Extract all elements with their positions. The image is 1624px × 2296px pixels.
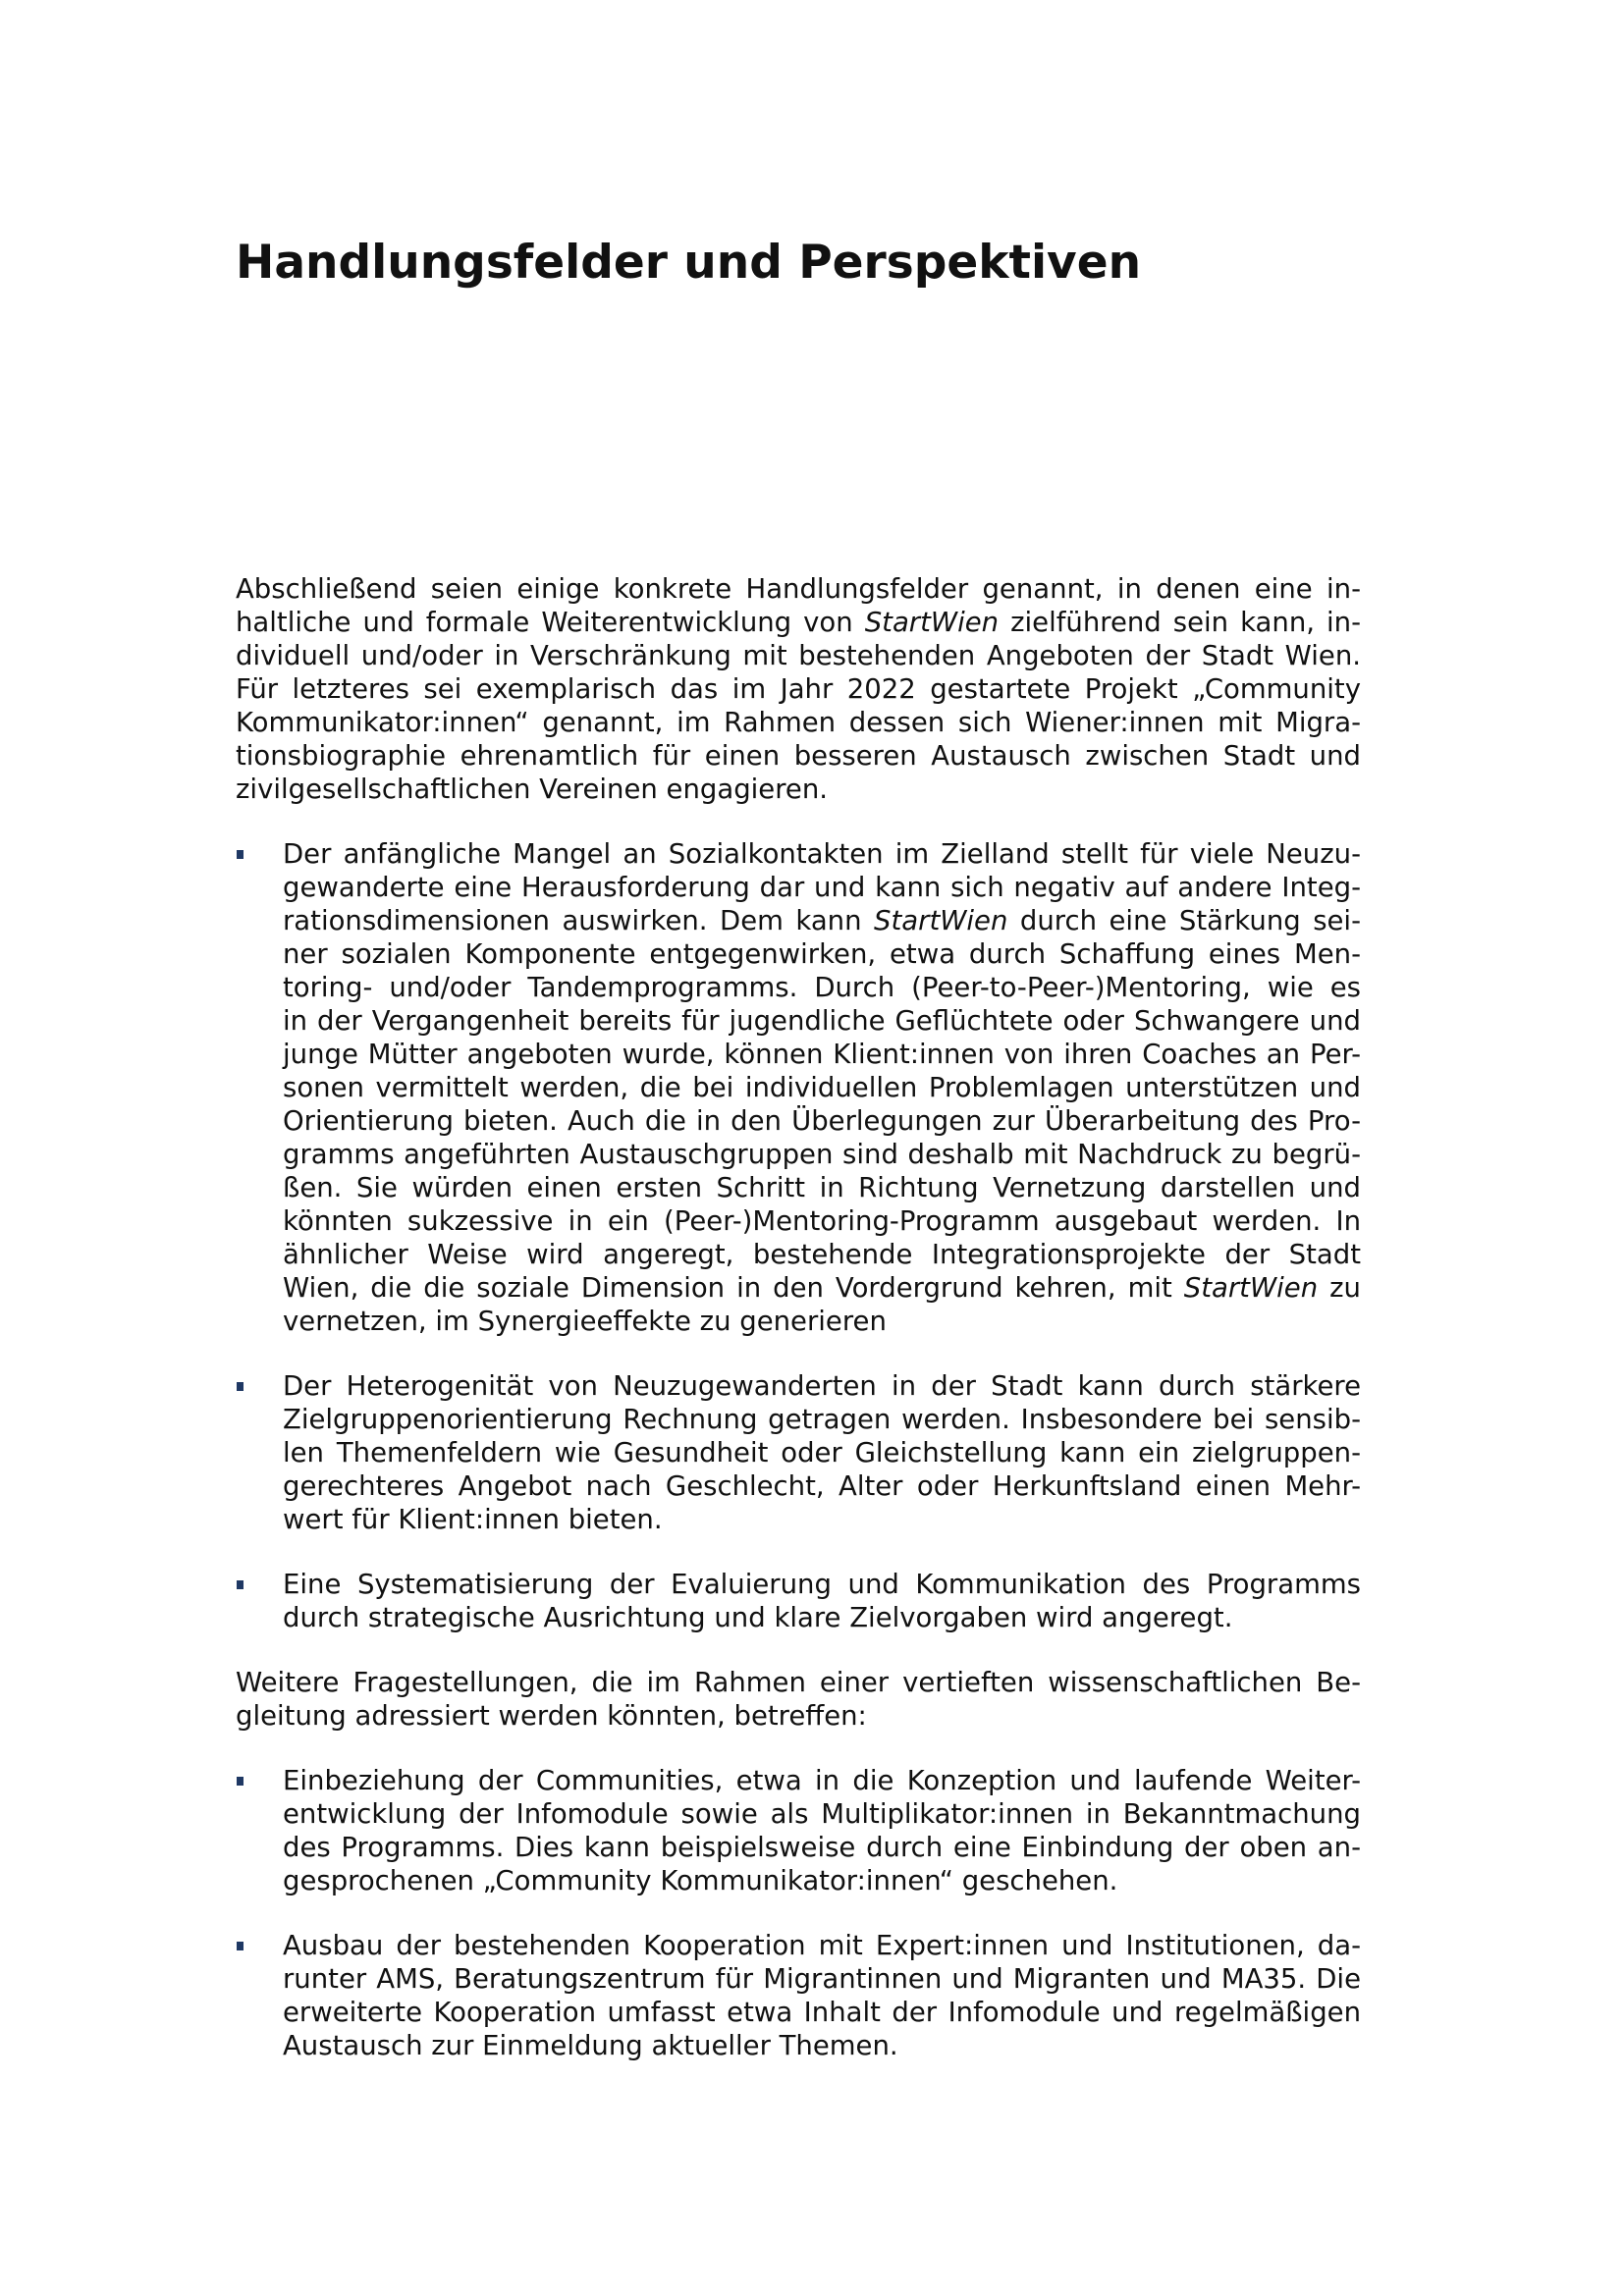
text-line: Eine Systematisierung der Evaluierung und Kommunikation des Programms	[283, 1569, 1361, 1600]
bullet-item	[236, 1929, 1361, 2062]
text-line: Abschließend seien einige konkrete Handlungsfelder genannt, in denen eine in-	[236, 573, 1361, 605]
text-line: gerechteres Angebot nach Geschlecht, Alter oder Herkunftsland einen Mehr-	[283, 1470, 1361, 1502]
paragraph	[236, 1666, 1361, 1733]
bullet-square-icon	[237, 1382, 244, 1391]
text-line: Zielgruppenorientierung Rechnung getragen werden. Insbesondere bei sensib-	[283, 1404, 1361, 1435]
bullet-item	[236, 1764, 1361, 1897]
text-line: len Themenfeldern wie Gesundheit oder Gleichstellung kann ein zielgruppen-	[283, 1437, 1361, 1468]
text-line: toring- und/oder Tandemprogramms. Durch (Peer-to-Peer-)Mentoring, wie es	[283, 972, 1361, 1003]
text-line: Der Heterogenität von Neuzugewanderten in der Stadt kann durch stärkere	[283, 1370, 1361, 1402]
text-line: dividuell und/oder in Verschränkung mit bestehenden Angeboten der Stadt Wien.	[236, 640, 1361, 671]
text-line: gramms angeführten Austauschgruppen sind deshalb mit Nachdruck zu begrü-	[283, 1139, 1361, 1170]
text-line: ßen. Sie würden einen ersten Schritt in Richtung Vernetzung darstellen und	[283, 1172, 1361, 1203]
page-title: Handlungsfelder und Perspektiven	[236, 236, 1142, 290]
bullet-square-icon	[237, 1942, 244, 1950]
document-body	[236, 572, 1361, 2094]
text-line: Orientierung bieten. Auch die in den Überlegungen zur Überarbeitung des Pro-	[283, 1105, 1361, 1137]
text-line: Weitere Fragestellungen, die im Rahmen einer vertieften wissenschaftlichen Be-	[236, 1667, 1361, 1698]
text-line: wert für Klient:innen bieten.	[283, 1504, 663, 1535]
text-line: ner sozialen Komponente entgegenwirken, etwa durch Schaffung eines Men-	[283, 938, 1361, 970]
text-line: in der Vergangenheit bereits für jugendliche Geflüchtete oder Schwangere und	[283, 1005, 1361, 1037]
bullet-square-icon	[237, 1777, 244, 1786]
bullet-square-icon	[237, 850, 244, 859]
text-line: Kommunikator:innen“ genannt, im Rahmen dessen sich Wiener:innen mit Migra-	[236, 707, 1361, 738]
text-line: erweiterte Kooperation umfasst etwa Inhalt der Infomodule und regelmäßigen	[283, 1997, 1361, 2028]
text-line: sonen vermittelt werden, die bei individuellen Problemlagen unterstützen und	[283, 1072, 1361, 1103]
text-line: Der anfängliche Mangel an Sozialkontakten im Zielland stellt für viele Neuzu-	[283, 838, 1361, 870]
text-line: tionsbiographie ehrenamtlich für einen besseren Austausch zwischen Stadt und	[236, 740, 1361, 772]
text-line: entwicklung der Infomodule sowie als Multiplikator:innen in Bekanntmachung	[283, 1798, 1361, 1830]
text-line: könnten sukzessive in ein (Peer-)Mentoring-Programm ausgebaut werden. In	[283, 1205, 1361, 1237]
text-line: ähnlicher Weise wird angeregt, bestehende Integrationsprojekte der Stadt	[283, 1239, 1361, 1270]
text-line: gesprochenen „Community Kommunikator:innen“ geschehen.	[283, 1865, 1118, 1896]
bullet-item	[236, 1369, 1361, 1536]
text-line: gewanderte eine Herausforderung dar und kann sich negativ auf andere Integ-	[283, 872, 1361, 903]
text-line: gleitung adressiert werden könnten, betreffen:	[236, 1700, 867, 1732]
bullet-item	[236, 837, 1361, 1338]
text-line: junge Mütter angeboten wurde, können Klient:innen von ihren Coaches an Per-	[283, 1039, 1361, 1070]
text-line: vernetzen, im Synergieeffekte zu generieren	[283, 1306, 887, 1337]
text-line: des Programms. Dies kann beispielsweise durch eine Einbindung der oben an-	[283, 1832, 1361, 1863]
text-line: Wien, die die soziale Dimension in den Vordergrund kehren, mit StartWien zu	[283, 1272, 1361, 1304]
paragraph	[236, 572, 1361, 806]
text-line: haltliche und formale Weiterentwicklung von StartWien zielführend sein kann, in-	[236, 607, 1361, 638]
text-line: rationsdimensionen auswirken. Dem kann StartWien durch eine Stärkung sei-	[283, 905, 1361, 936]
text-line: Einbeziehung der Communities, etwa in die Konzeption und laufende Weiter-	[283, 1765, 1361, 1796]
text-line: Austausch zur Einmeldung aktueller Themen.	[283, 2030, 898, 2061]
text-line: zivilgesellschaftlichen Vereinen engagieren.	[236, 774, 828, 805]
bullet-square-icon	[237, 1580, 244, 1589]
text-line: runter AMS, Beratungszentrum für Migrantinnen und Migranten und MA35. Die	[283, 1963, 1361, 1995]
text-line: Ausbau der bestehenden Kooperation mit Expert:innen und Institutionen, da-	[283, 1930, 1361, 1961]
text-line: durch strategische Ausrichtung und klare Zielvorgaben wird angeregt.	[283, 1602, 1233, 1633]
bullet-item	[236, 1568, 1361, 1634]
text-line: Für letzteres sei exemplarisch das im Jahr 2022 gestartete Projekt „Community	[236, 673, 1361, 705]
